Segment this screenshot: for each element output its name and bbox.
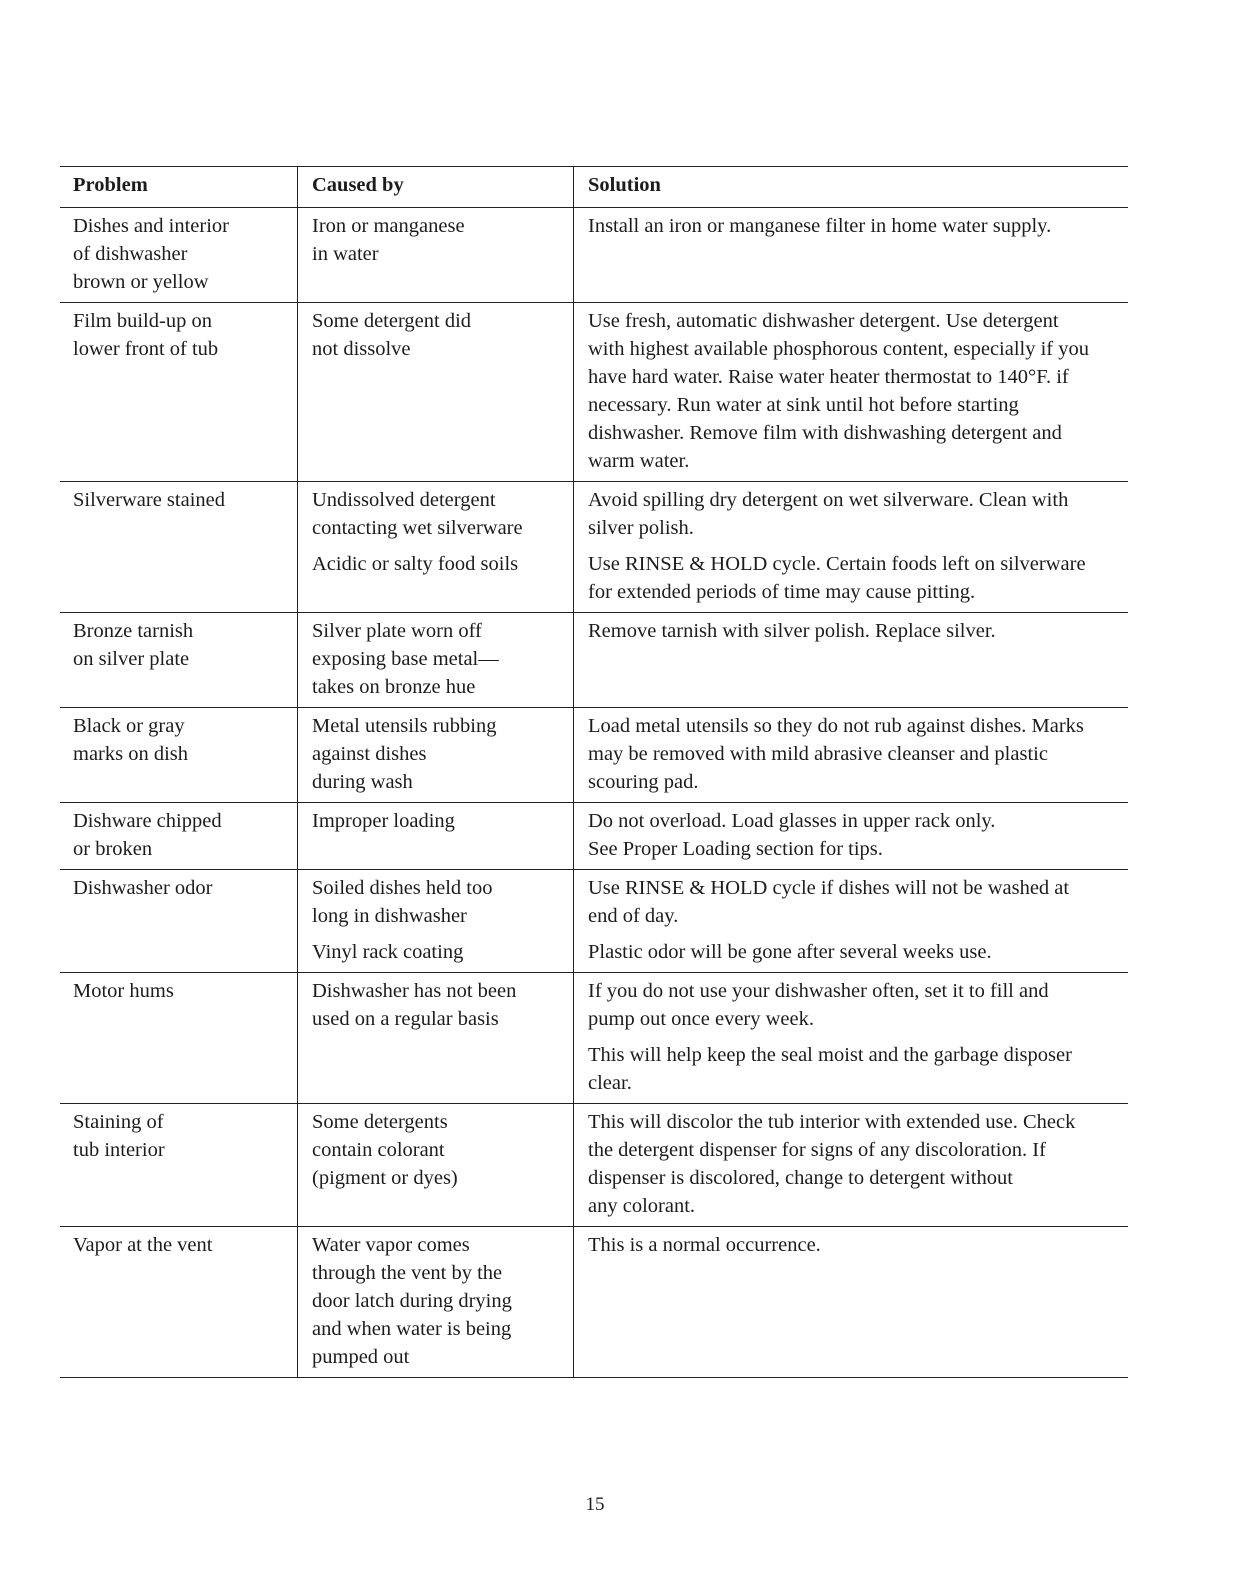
cause-paragraph	[312, 938, 573, 966]
solution-paragraph	[588, 938, 1128, 966]
cause-text: Iron or manganese	[312, 215, 465, 237]
table-row	[60, 870, 1128, 973]
solution-cell	[574, 482, 1129, 613]
cause-paragraph	[312, 212, 573, 268]
cause-text: door latch during drying	[312, 1290, 512, 1312]
solution-paragraph	[588, 712, 1128, 796]
problem-cell	[60, 870, 298, 973]
solution-paragraph	[588, 1108, 1128, 1220]
cause-paragraph	[312, 1231, 573, 1371]
problem-text: Dishwasher odor	[73, 877, 213, 899]
solution-text: See Proper Loading section for tips.	[588, 838, 883, 860]
solution-text: silver polish.	[588, 517, 694, 539]
cause-cell	[298, 870, 574, 973]
cause-text: takes on bronze hue	[312, 676, 476, 698]
problem-cell	[60, 208, 298, 303]
solution-text: with highest available phosphorous content, especially if you	[588, 338, 1089, 360]
solution-paragraph	[588, 307, 1128, 475]
cause-text: Silver plate worn off	[312, 620, 482, 642]
cause-paragraph	[312, 1108, 573, 1192]
cause-text: used on a regular basis	[312, 1008, 499, 1030]
solution-text: clear.	[588, 1072, 632, 1094]
cause-paragraph	[312, 807, 573, 835]
cause-cell	[298, 482, 574, 613]
solution-text: the detergent dispenser for signs of any discoloration. If	[588, 1139, 1046, 1161]
cause-cell	[298, 1227, 574, 1378]
problem-text: lower front of tub	[73, 338, 219, 360]
solution-text: may be removed with mild abrasive cleanser and plastic	[588, 743, 1048, 765]
problem-text: Silverware stained	[73, 489, 225, 511]
cause-text: Undissolved detergent	[312, 489, 496, 511]
table-row	[60, 613, 1128, 708]
solution-paragraph	[588, 212, 1128, 240]
table-row	[60, 973, 1128, 1104]
cause-text: Some detergent did	[312, 310, 472, 332]
table-row	[60, 708, 1128, 803]
cause-paragraph	[312, 486, 573, 542]
problem-cell	[60, 1227, 298, 1378]
solution-cell	[574, 803, 1129, 870]
solution-text: This will discolor the tub interior with extended use. Check	[588, 1111, 1076, 1133]
cause-text: pumped out	[312, 1346, 410, 1368]
solution-text: scouring pad.	[588, 771, 699, 793]
problem-cell	[60, 1104, 298, 1227]
cause-text: Acidic or salty food soils	[312, 553, 519, 575]
solution-text: for extended periods of time may cause pitting.	[588, 581, 976, 603]
problem-cell	[60, 613, 298, 708]
cause-cell	[298, 973, 574, 1104]
cause-text: through the vent by the	[312, 1262, 503, 1284]
cause-text: not dissolve	[312, 338, 411, 360]
header-caused-by: Caused by	[298, 167, 574, 208]
problem-text: of dishwasher	[73, 243, 188, 265]
problem-text: or broken	[73, 838, 153, 860]
problem-cell	[60, 803, 298, 870]
cause-paragraph	[312, 550, 573, 578]
solution-cell	[574, 870, 1129, 973]
problem-text: Staining of	[73, 1111, 164, 1133]
solution-text: Avoid spilling dry detergent on wet silverware. Clean with	[588, 489, 1069, 511]
cause-text: and when water is being	[312, 1318, 512, 1340]
cause-text: contain colorant	[312, 1139, 445, 1161]
table-row	[60, 803, 1128, 870]
cause-cell	[298, 803, 574, 870]
cause-text: Improper loading	[312, 810, 455, 832]
cause-text: Soiled dishes held too	[312, 877, 493, 899]
solution-cell	[574, 613, 1129, 708]
cause-text: Metal utensils rubbing	[312, 715, 497, 737]
cause-cell	[298, 303, 574, 482]
problem-text: marks on dish	[73, 743, 189, 765]
problem-text: Bronze tarnish	[73, 620, 194, 642]
solution-paragraph	[588, 486, 1128, 542]
solution-text: Use RINSE & HOLD cycle. Certain foods left on silverware	[588, 553, 1086, 575]
solution-paragraph	[588, 1041, 1128, 1097]
problem-cell	[60, 303, 298, 482]
solution-cell	[574, 303, 1129, 482]
cause-paragraph	[312, 307, 573, 363]
solution-text: necessary. Run water at sink until hot before starting	[588, 394, 1019, 416]
problem-text: Black or gray	[73, 715, 185, 737]
solution-text: pump out once every week.	[588, 1008, 814, 1030]
solution-text: If you do not use your dishwasher often, set it to fill and	[588, 980, 1049, 1002]
solution-text: Remove tarnish with silver polish. Replace silver.	[588, 620, 996, 642]
cause-text: long in dishwasher	[312, 905, 467, 927]
solution-text: Install an iron or manganese filter in home water supply.	[588, 215, 1052, 237]
solution-text: any colorant.	[588, 1195, 696, 1217]
cause-text: exposing base metal—	[312, 648, 499, 670]
table-row	[60, 1227, 1128, 1378]
problem-text: Film build-up on	[73, 310, 212, 332]
solution-text: dispenser is discolored, change to detergent without	[588, 1167, 1013, 1189]
cause-paragraph	[312, 712, 573, 796]
cause-text: against dishes	[312, 743, 427, 765]
solution-text: dishwasher. Remove film with dishwashing detergent and	[588, 422, 1062, 444]
solution-cell	[574, 1227, 1129, 1378]
cause-paragraph	[312, 617, 573, 701]
solution-text: have hard water. Raise water heater thermostat to 140°F. if	[588, 366, 1069, 388]
solution-text: Use RINSE & HOLD cycle if dishes will not be washed at	[588, 877, 1070, 899]
cause-cell	[298, 613, 574, 708]
solution-paragraph	[588, 807, 1128, 863]
problem-text: Dishware chipped	[73, 810, 222, 832]
cause-paragraph	[312, 977, 573, 1033]
solution-paragraph	[588, 977, 1128, 1033]
solution-text: Use fresh, automatic dishwasher detergent. Use detergent	[588, 310, 1059, 332]
cause-cell	[298, 208, 574, 303]
table-row	[60, 303, 1128, 482]
cause-text: Dishwasher has not been	[312, 980, 517, 1002]
cause-text: Water vapor comes	[312, 1234, 470, 1256]
table-row	[60, 208, 1128, 303]
problem-text: Motor hums	[73, 980, 174, 1002]
solution-text: This will help keep the seal moist and the garbage disposer	[588, 1044, 1072, 1066]
solution-text: end of day.	[588, 905, 679, 927]
header-row	[60, 167, 1128, 208]
table-row	[60, 1104, 1128, 1227]
problem-text: brown or yellow	[73, 271, 209, 293]
problem-text: Dishes and interior	[73, 215, 229, 237]
solution-cell	[574, 708, 1129, 803]
cause-text: Some detergents	[312, 1111, 448, 1133]
solution-text: Load metal utensils so they do not rub against dishes. Marks	[588, 715, 1084, 737]
problem-cell	[60, 708, 298, 803]
solution-paragraph	[588, 550, 1128, 606]
table-row	[60, 482, 1128, 613]
solution-cell	[574, 208, 1129, 303]
troubleshooting-table	[60, 166, 1128, 1378]
solution-cell	[574, 1104, 1129, 1227]
solution-cell	[574, 973, 1129, 1104]
solution-paragraph	[588, 1231, 1128, 1259]
header-solution: Solution	[574, 167, 1129, 208]
cause-text: contacting wet silverware	[312, 517, 523, 539]
page-number: 15	[585, 1494, 605, 1515]
cause-cell	[298, 708, 574, 803]
solution-text: Do not overload. Load glasses in upper rack only.	[588, 810, 996, 832]
cause-text: (pigment or dyes)	[312, 1167, 458, 1189]
cause-cell	[298, 1104, 574, 1227]
problem-text: on silver plate	[73, 648, 190, 670]
cause-text: Vinyl rack coating	[312, 941, 464, 963]
solution-paragraph	[588, 617, 1128, 645]
solution-paragraph	[588, 874, 1128, 930]
problem-cell	[60, 973, 298, 1104]
header-problem: Problem	[60, 167, 298, 208]
problem-cell	[60, 482, 298, 613]
cause-text: in water	[312, 243, 379, 265]
solution-text: warm water.	[588, 450, 690, 472]
cause-paragraph	[312, 874, 573, 930]
solution-text: Plastic odor will be gone after several weeks use.	[588, 941, 992, 963]
problem-text: Vapor at the vent	[73, 1234, 213, 1256]
problem-text: tub interior	[73, 1139, 165, 1161]
cause-text: during wash	[312, 771, 413, 793]
solution-text: This is a normal occurrence.	[588, 1234, 821, 1256]
table-body	[60, 208, 1128, 1378]
